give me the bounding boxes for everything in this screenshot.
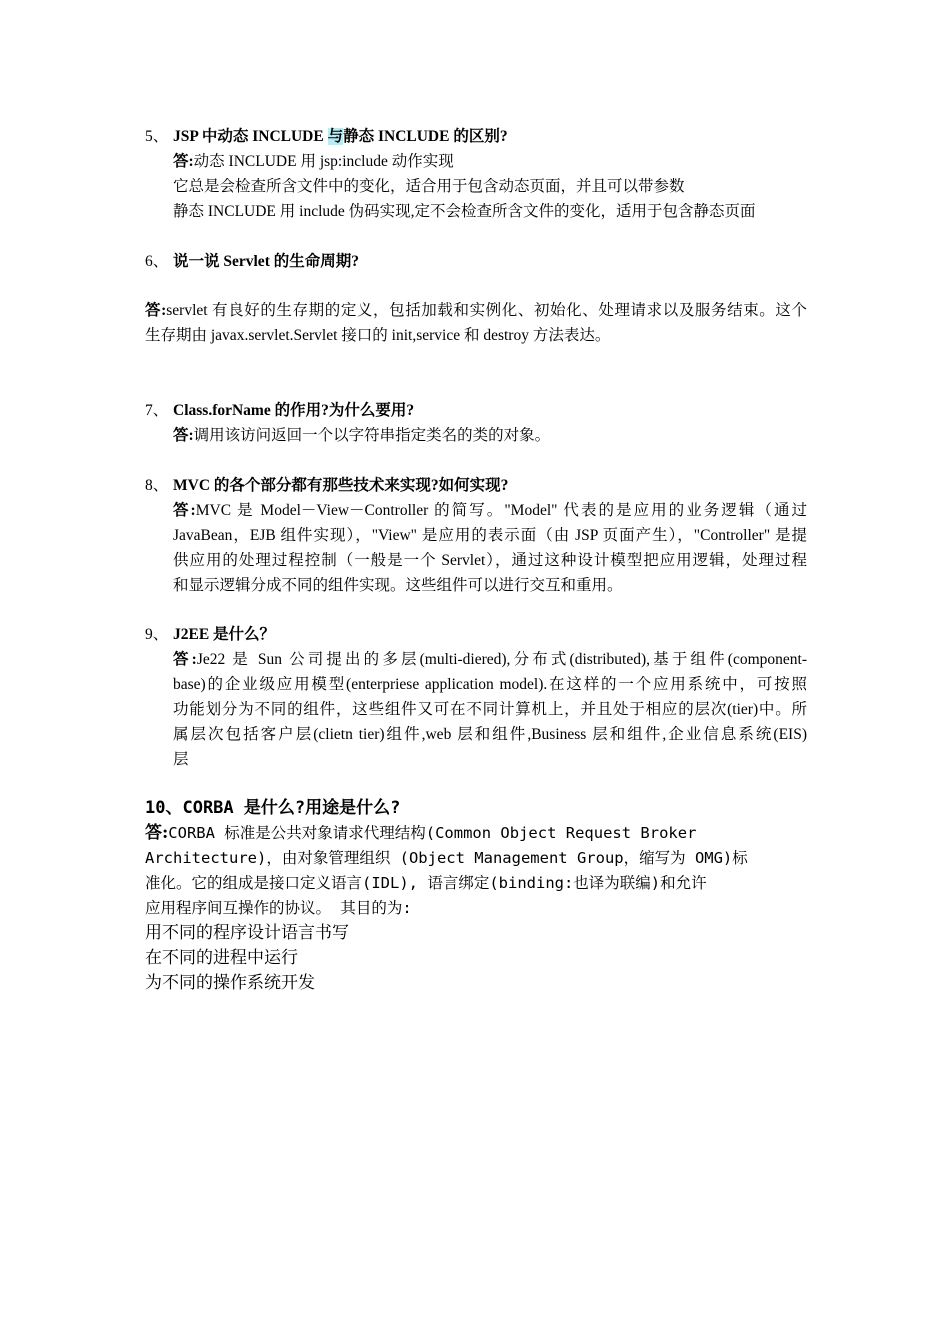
question-9-heading [145,622,275,647]
answer-label: 答: [173,502,196,519]
answer-10-line-6: 在不同的进程中运行 [145,948,298,968]
answer-label: 答: [173,153,194,170]
answer-text: 调用该访问返回一个以字符串指定类名的类的对象。 [193,427,551,444]
answer-text: Architecture)，由对象管理组织 (Object Management Group，缩写为 OMG)标 [145,849,748,867]
answer-8-line-2 [173,523,807,548]
question-title: MVC 的各个部分都有那些技术来实现?如何实现? [173,477,509,494]
answer-10-line-3 [145,871,707,896]
question-title-part: 静态 INCLUDE 的区别? [343,128,508,145]
answer-8-line-4: 和显示逻辑分成不同的组件实现。这些组件可以进行交互和重用。 [173,577,623,594]
question-6-heading [145,249,359,274]
answer-label: 答: [145,823,169,843]
answer-6-line-1 [145,298,807,323]
answer-label: 答: [145,302,167,319]
answer-text: 应用程序间互操作的协议。 其目的为: [145,899,412,917]
answer-text: base)的企业级应用模型(enterpriese application model).在这样的一个应用系统中，可按照 [173,676,807,693]
question-10-heading: 10、CORBA 是什么?用途是什么? [145,798,401,818]
answer-10-line-4 [145,896,412,921]
question-title: 说一说 Servlet 的生命周期? [173,253,359,270]
answer-9-line-5: 层 [173,751,189,768]
answer-9-line-2 [173,672,807,697]
answer-8-line-3 [173,548,807,573]
answer-10-line-7: 为不同的操作系统开发 [145,973,315,993]
question-title: J2EE 是什么？ [173,626,276,643]
answer-5-line-2: 它总是会检查所含文件中的变化，适合用于包含动态页面，并且可以带参数 [173,178,685,195]
answer-text: servlet 有良好的生存期的定义，包括加载和实例化、初始化、处理请求以及服务结束。这个 [166,302,807,319]
question-title: Class.forName 的作用?为什么要用? [173,402,415,419]
answer-text: 供应用的处理过程控制（一般是一个 Servlet），通过这种设计模型把应用逻辑，处理过程 [173,552,807,569]
answer-text: 功能划分为不同的组件，这些组件又可在不同计算机上，并且处于相应的层次(tier)中。所 [173,701,807,718]
answer-10-line-5: 用不同的程序设计语言书写 [145,923,349,943]
answer-6-line-2: 生存期由 javax.servlet.Servlet 接口的 init,service 和 destroy 方法表达。 [145,327,611,344]
question-number: 9、 [145,626,169,643]
question-7-heading [145,398,414,423]
answer-8-line-1 [173,498,807,523]
answer-7-line-1 [173,423,550,448]
question-number: 8、 [145,477,169,494]
question-number: 6、 [145,253,169,270]
answer-text: MVC 是 Model－View－Controller 的简写。"Model" 代表的是应用的业务逻辑（通过 [195,502,807,519]
question-8-heading [145,473,508,498]
answer-text: 准化。它的组成是接口定义语言(IDL), 语言绑定(binding:也译为联编)和允许 [145,874,707,892]
answer-9-line-4 [173,722,807,747]
answer-text: Je22 是 Sun 公司提出的多层(multi-diered),分布式(distributed),基于组件(component- [196,651,807,668]
highlighted-text: 与 [327,128,344,145]
answer-5-line-3: 静态 INCLUDE 用 include 伪码实现,定不会检查所含文件的变化，适用于包含静态页面 [173,203,756,220]
answer-text: CORBA 标准是公共对象请求代理结构(Common Object Request Broker [168,824,697,842]
answer-text: JavaBean，EJB 组件实现），"View" 是应用的表示面（由 JSP 页面产生），"Controller" 是提 [173,527,807,544]
answer-label: 答: [173,651,197,668]
question-number: 7、 [145,402,169,419]
answer-9-line-1 [173,647,807,672]
answer-10-line-2 [145,846,748,871]
answer-text: 属层次包括客户层(clietn tier)组件,web 层和组件,Business 层和组件,企业信息系统(EIS) [173,726,807,743]
answer-5-line-1 [173,149,454,174]
answer-text: 动态 INCLUDE 用 jsp:include 动作实现 [193,153,454,170]
answer-10-line-1 [145,821,696,846]
question-number: 5、 [145,128,169,145]
question-title-part: JSP 中动态 INCLUDE [173,128,328,145]
answer-9-line-3 [173,697,807,722]
question-5-heading [145,124,508,149]
answer-label: 答: [173,427,194,444]
